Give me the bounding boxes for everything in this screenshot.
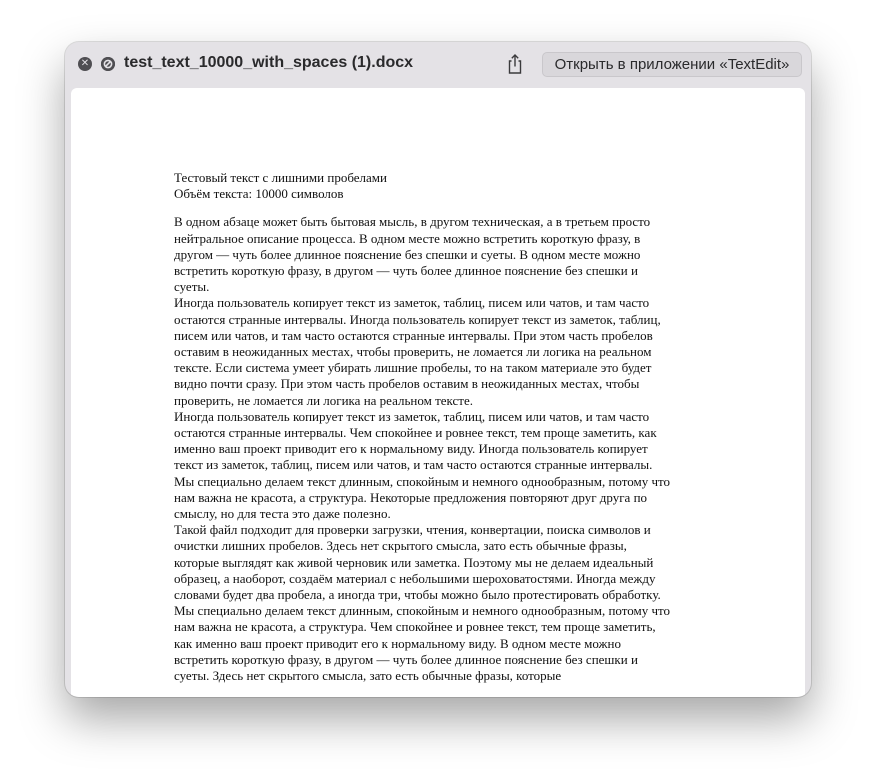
document-paragraph: Мы специально делаем текст длинным, спокойным и немного однообразным, потому что нам важна не красота, а структура. Чем спокойнее и ровнее текст, тем проще заметить, как именно ваш проект приводит его к нормальному виду. В одном месте можно встретить короткую фразу, в другом — чуть более длинное пояснение без спешки и суеты. Здесь нет скрытого смысла, зато есть обычные фразы, которые	[174, 603, 671, 684]
slash-circle-icon[interactable]	[101, 57, 115, 71]
document-preview[interactable]	[71, 88, 805, 697]
document-heading-line-1: Тестовый текст с лишними пробелами	[174, 170, 387, 185]
quick-look-window	[65, 42, 811, 697]
document-paragraph: В одном абзаце может быть бытовая мысль, в другом техническая, а в третьем просто нейтральное описание процесса. В одном месте можно встретить короткую фразу, в другом — чуть более длинное пояснение без спешки и суеты. В одном месте можно встретить короткую фразу, в другом — чуть более длинное пояснение без спешки и суеты.	[174, 214, 651, 295]
open-in-textedit-button[interactable]: Открыть в приложении «TextEdit»	[542, 52, 802, 77]
title-bar	[65, 42, 811, 88]
window-title: test_text_10000_with_spaces (1).docx	[124, 54, 414, 71]
document-paragraph: Иногда пользователь копирует текст из заметок, таблиц, писем или чатов, и там часто остаются странные интервалы. Иногда пользователь копирует текст из заметок, таблиц, писем или чатов, и там часто остаются странные интервалы. При этом часть пробелов оставим в неожиданных местах, чтобы проверить, не ломается ли логика на реальном тексте. Если система умеет убирать лишние пробелы, то на таком материале это будет видно почти сразу. При этом часть пробелов оставим в неожиданных местах, чтобы проверить, не ломается ли логика на реальном тексте.	[174, 295, 661, 408]
close-icon[interactable]: ✕	[78, 57, 92, 71]
share-icon[interactable]	[505, 53, 525, 75]
document-text	[174, 170, 674, 684]
document-paragraph: Такой файл подходит для проверки загрузки, чтения, конвертации, поиска символов и очистки лишних пробелов. Здесь нет скрытого смысла, зато есть обычные фразы, которые выглядят как живой черновик или заметка. Поэтому мы не делаем идеальный образец, а наоборот, создаём материал с небольшими шероховатостями. Иногда между словами будет два пробела, а иногда три, чтобы можно было протестировать обработку.	[174, 522, 661, 603]
document-paragraph: Иногда пользователь копирует текст из заметок, таблиц, писем или чатов, и там часто остаются странные интервалы. Чем спокойнее и ровнее текст, тем проще заметить, как именно ваш проект приводит его к нормальному виду. Иногда пользователь копирует текст из заметок, таблиц, писем или чатов, и там часто остаются странные интервалы. Мы специально делаем текст длинным, спокойным и немного однообразным, потому что нам важна не красота, а структура. Некоторые предложения повторяют друг друга по смыслу, но для теста это даже полезно.	[174, 408, 671, 522]
document-heading-line-2: Объём текста: 10000 символов	[174, 186, 344, 202]
